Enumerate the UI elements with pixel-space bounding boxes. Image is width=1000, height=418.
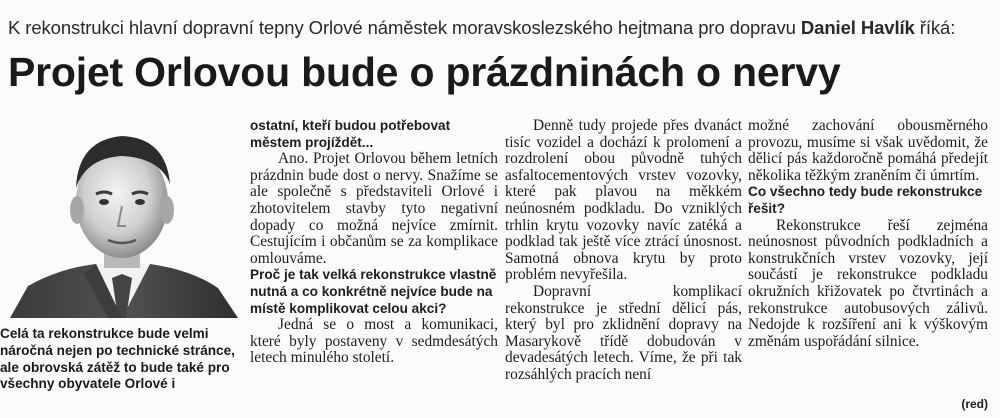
article-column-3 bbox=[748, 118, 988, 413]
author-signature: (red) bbox=[961, 397, 988, 411]
question: Proč je tak velká rekonstrukce vlastně nutná a co konkrétně nejvíce bude na místě komplikovat celou akci? bbox=[250, 267, 497, 316]
kicker-text: K rekonstrukci hlavní dopravní tepny Orlové náměstek moravskoslezského hejtmana pro dopravu bbox=[8, 17, 801, 38]
question: Co všechno tedy bude rekonstrukce řešit? bbox=[748, 184, 983, 216]
headline: Projet Orlovou bude o prázdninách o nervy bbox=[8, 49, 841, 95]
article-column-1 bbox=[250, 118, 498, 413]
body-paragraph: Dopravní komplikací rekonstrukce je střední dělicí pás, který byl pro zklidnění dopravy na Masarykově třídě dobudován v devadesátých letech. Víme, že při tak rozsáhlých pracích není bbox=[505, 282, 742, 383]
answer-paragraph: Rekonstrukce řeší zejména neúnosnost původních podkladních a konstrukčních vrstev vozovky, její součástí je rekonstrukce podkladu okružních křižovatek po čtvrtinách a rekonstrukce autobusových zálivů. Nedojde k rozšíření ani k výškovým změnám uspořádání silnice. bbox=[748, 216, 988, 350]
kicker-name: Daniel Havlík bbox=[800, 17, 915, 38]
kicker-line bbox=[8, 14, 998, 42]
photo-caption: Celá ta rekonstrukce bude velmi náročná nejen po technické stránce, ale obrovská zátěž to bude také pro všechny obyvatele Orlové i bbox=[0, 326, 235, 392]
question-cont: ostatní, kteří budou potřebovat městem projíždět... bbox=[250, 118, 451, 150]
kicker-tail: říká: bbox=[914, 17, 956, 38]
article-column-2 bbox=[505, 118, 742, 413]
portrait-illustration bbox=[0, 118, 240, 318]
portrait-photo bbox=[0, 118, 240, 318]
body-paragraph: Denně tudy projede přes dvanáct tisíc vozidel a dochází k prolomení a rozdrolení obou původně tuhých asfaltocementových vrstev vozovky, které pak plavou na měkkém neúnosném podkladu. Do vzniklých trhlin krytu vozovky navíc zatéká a podklad tak ještě více ztrácí únosnost. Samotná obnova krytu by proto problém nevyřešila. bbox=[505, 118, 742, 284]
body-paragraph: možné zachování obousměrného provozu, musíme si však uvědomit, že dělicí pás každoročně pomáhá předejít několika těžkým zraněním či úmrtím. bbox=[748, 118, 988, 184]
answer-paragraph: Ano. Projet Orlovou během letních prázdnin bude dost o nervy. Snažíme se ale společně s představiteli Orlové i zhotovitelem stavby tyto negativní dopady co možná nejvíce zmírnit. Cestujícím i občanům se za komplikace omlouváme. bbox=[250, 150, 498, 267]
answer-paragraph: Jedná se o most a komunikaci, které byly postaveny v sedmdesátých letech minulého století. bbox=[250, 316, 498, 367]
